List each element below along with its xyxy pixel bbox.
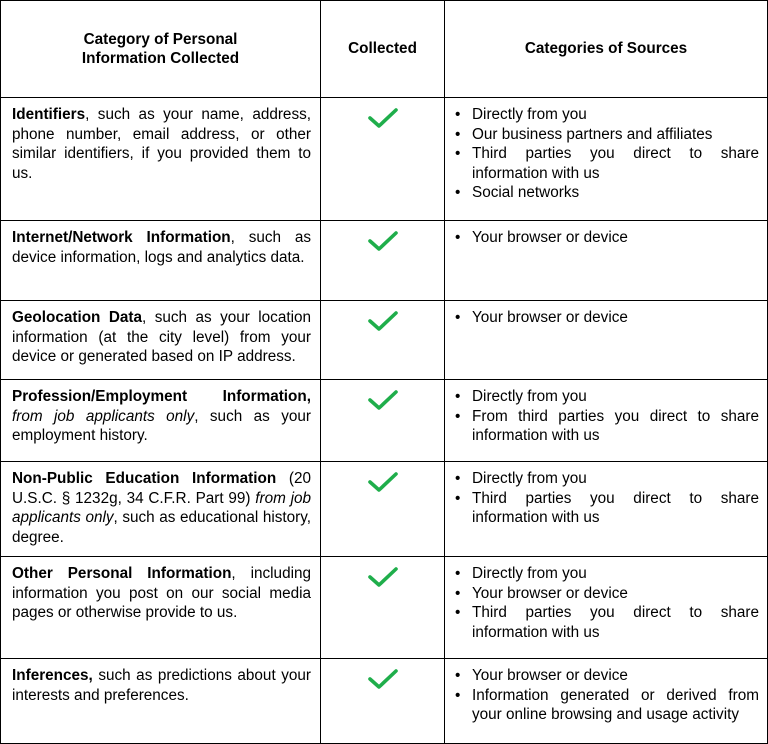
table-row bbox=[1, 462, 768, 557]
category-cell bbox=[1, 659, 321, 744]
check-icon bbox=[368, 239, 398, 256]
category-description: (20 U.S.C. § 1232g, 34 C.F.R. Part 99) bbox=[12, 470, 311, 507]
check-icon bbox=[368, 319, 398, 336]
sources-list bbox=[453, 228, 759, 248]
source-list-item: • Directly from you bbox=[453, 564, 759, 584]
collected-cell bbox=[321, 462, 445, 557]
category-cell bbox=[1, 462, 321, 557]
source-list-item: • Information generated or derived from your online browsing and usage activity bbox=[453, 686, 759, 725]
category-description: , including information you post on our social media pages or otherwise provide to us. bbox=[12, 565, 311, 621]
check-icon bbox=[368, 398, 398, 415]
sources-cell bbox=[445, 98, 768, 221]
check-icon bbox=[368, 480, 398, 497]
category-cell bbox=[1, 557, 321, 659]
category-name: Inferences, bbox=[12, 667, 93, 684]
source-list-item: • Your browser or device bbox=[453, 308, 759, 328]
category-name: Identifiers bbox=[12, 106, 86, 123]
table-row bbox=[1, 557, 768, 659]
category-name: Non-Public Education Information bbox=[12, 470, 277, 487]
category-cell bbox=[1, 98, 321, 221]
collected-cell bbox=[321, 221, 445, 301]
header-row bbox=[1, 1, 768, 98]
sources-list bbox=[453, 666, 759, 725]
source-list-item: • Your browser or device bbox=[453, 584, 759, 604]
sources-cell bbox=[445, 380, 768, 462]
source-list-item: • Your browser or device bbox=[453, 228, 759, 248]
category-qualifier: from job applicants only bbox=[12, 489, 311, 526]
category-description: , such as educational history, degree. bbox=[12, 509, 311, 546]
category-description: , such as your name, address, phone number, email address, or other similar identifiers, if you provided them to us. bbox=[12, 106, 311, 182]
header-sources: Categories of Sources bbox=[445, 1, 768, 98]
source-list-item: • Directly from you bbox=[453, 387, 759, 407]
collected-cell bbox=[321, 98, 445, 221]
category-description: , such as your location information (at the city level) from your device or generated based on IP address. bbox=[12, 309, 311, 365]
category-qualifier: from job applicants only bbox=[12, 407, 195, 425]
sources-cell bbox=[445, 221, 768, 301]
table-row bbox=[1, 301, 768, 380]
category-name: Profession/Employment Information, bbox=[12, 388, 311, 405]
sources-cell bbox=[445, 462, 768, 557]
source-list-item: • Third parties you direct to share information with us bbox=[453, 144, 759, 183]
table-row bbox=[1, 380, 768, 462]
sources-list bbox=[453, 105, 759, 203]
category-description: , such as your employment history. bbox=[12, 407, 311, 444]
table-body bbox=[1, 98, 768, 744]
category-cell bbox=[1, 221, 321, 301]
sources-list bbox=[453, 308, 759, 328]
category-name: Internet/Network Information bbox=[12, 229, 231, 246]
source-list-item: • Social networks bbox=[453, 183, 759, 203]
header-category: Category of Personal Information Collected bbox=[1, 1, 321, 98]
check-icon bbox=[368, 116, 398, 133]
header-collected: Collected bbox=[321, 1, 445, 98]
table-row bbox=[1, 659, 768, 744]
collected-cell bbox=[321, 380, 445, 462]
collected-cell bbox=[321, 301, 445, 380]
sources-cell bbox=[445, 659, 768, 744]
source-list-item: • Directly from you bbox=[453, 469, 759, 489]
source-list-item: • Directly from you bbox=[453, 105, 759, 125]
source-list-item: • Third parties you direct to share information with us bbox=[453, 489, 759, 528]
category-name: Geolocation Data bbox=[12, 309, 142, 326]
category-name: Other Personal Information bbox=[12, 565, 232, 582]
check-icon bbox=[368, 677, 398, 694]
table-row bbox=[1, 98, 768, 221]
category-cell bbox=[1, 301, 321, 380]
collected-cell bbox=[321, 557, 445, 659]
check-icon bbox=[368, 575, 398, 592]
sources-list bbox=[453, 387, 759, 446]
sources-cell bbox=[445, 557, 768, 659]
category-description: such as predictions about your interests and preferences. bbox=[12, 667, 311, 704]
source-list-item: • From third parties you direct to share information with us bbox=[453, 407, 759, 446]
sources-list bbox=[453, 564, 759, 642]
sources-list bbox=[453, 469, 759, 528]
category-description: , such as device information, logs and analytics data. bbox=[12, 229, 311, 266]
table-row bbox=[1, 221, 768, 301]
source-list-item: • Your browser or device bbox=[453, 666, 759, 686]
collected-cell bbox=[321, 659, 445, 744]
sources-cell bbox=[445, 301, 768, 380]
source-list-item: • Third parties you direct to share information with us bbox=[453, 603, 759, 642]
source-list-item: • Our business partners and affiliates bbox=[453, 125, 759, 145]
category-cell bbox=[1, 380, 321, 462]
